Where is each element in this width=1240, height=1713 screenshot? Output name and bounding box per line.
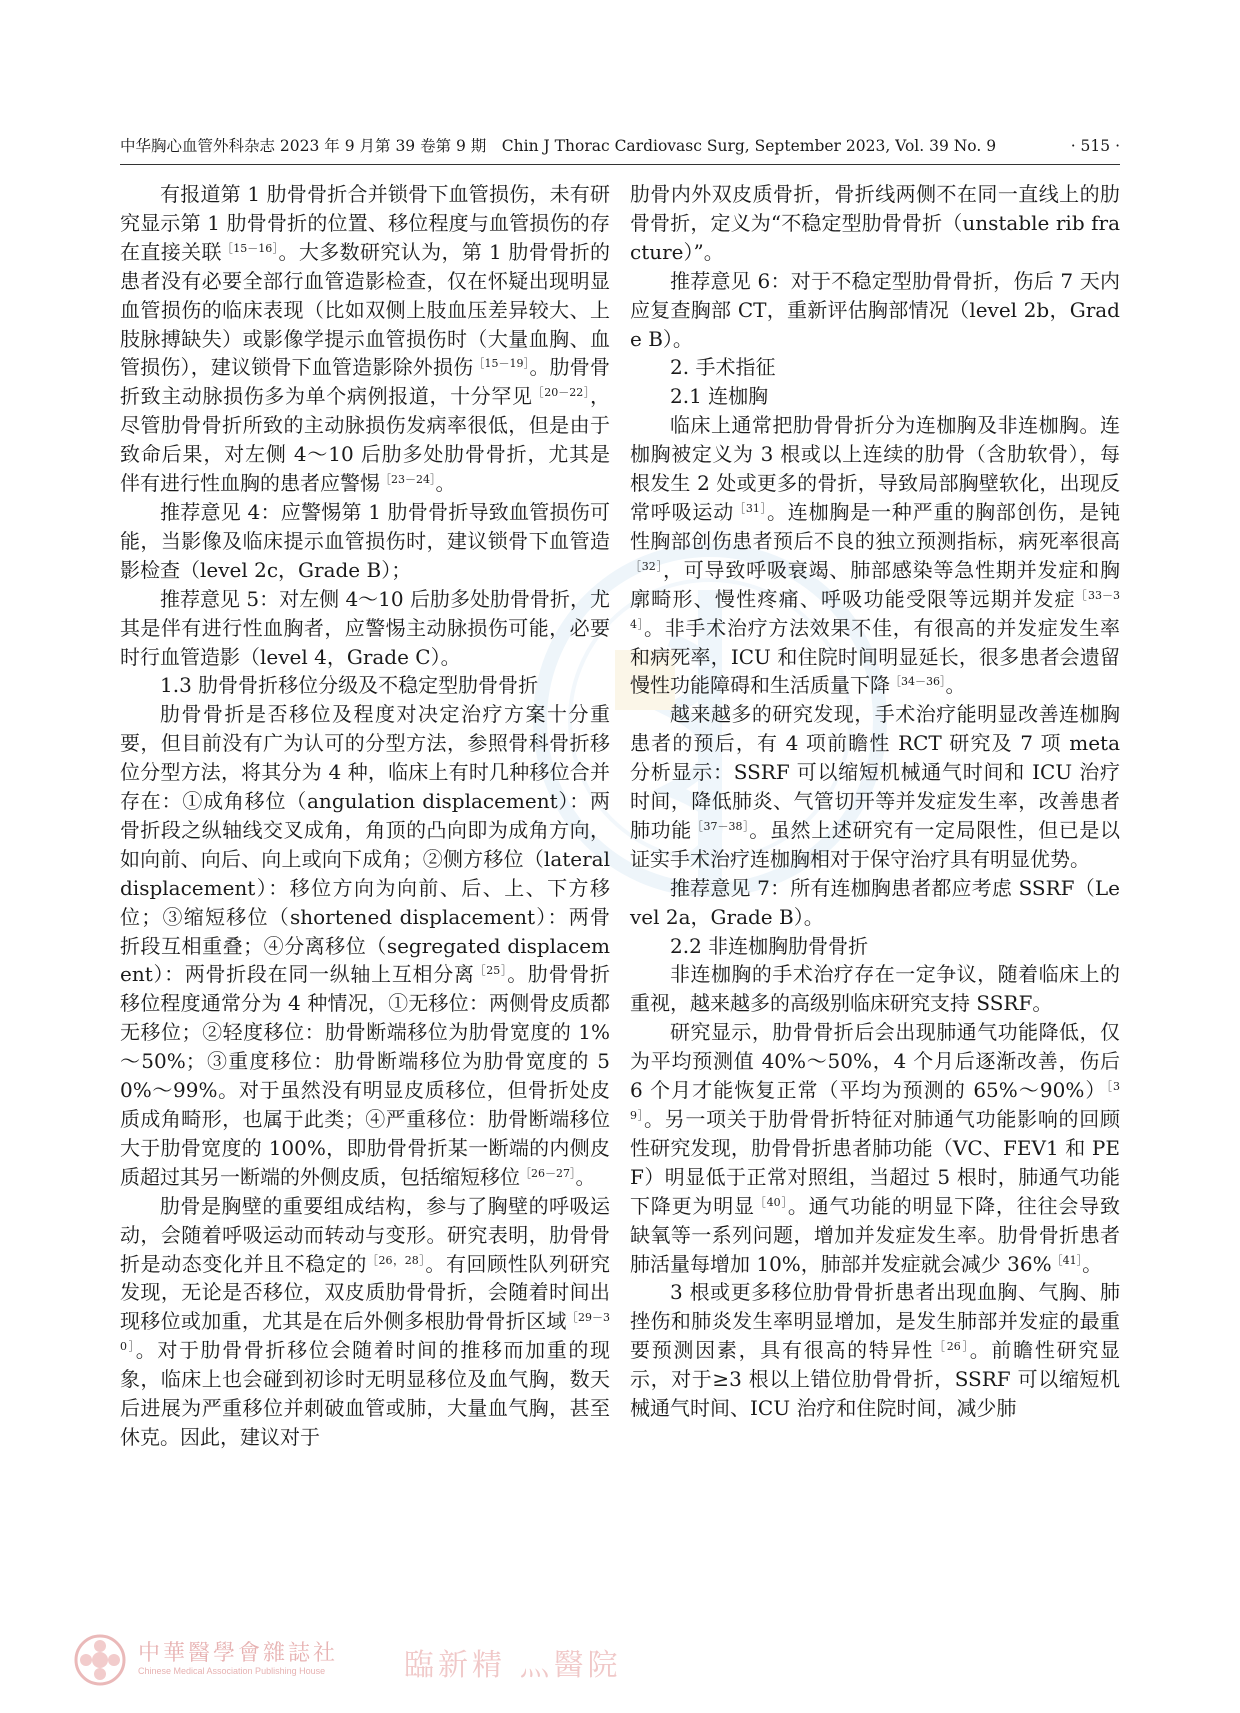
publisher-name-en: Chinese Medical Association Publishing House (138, 1666, 326, 1676)
paragraph: 非连枷胸的手术治疗存在一定争议，随着临床上的重视，越来越多的高级别临床研究支持 SSRF。 (630, 962, 1120, 1016)
recommendation-6: 推荐意见 6：对于不稳定型肋骨骨折，伤后 7 天内应复查胸部 CT，重新评估胸部情况（level 2b，Grade B）。 (630, 268, 1120, 351)
brand-mark: 臨新精 灬醫院 (404, 1648, 622, 1683)
recommendation-7: 推荐意见 7：所有连枷胸患者都应考虑 SSRF（Level 2a，Grade B）。 (630, 875, 1120, 929)
section-heading-2-1: 2.1 连枷胸 (670, 384, 769, 409)
paragraph-continued: 肋骨内外双皮质骨折，骨折线两侧不在同一直线上的肋骨骨折，定义为“不稳定型肋骨骨折（unstable rib fracture）”。 (630, 182, 1120, 264)
section-heading-2: 2. 手术指征 (670, 355, 776, 380)
paragraph: 肋骨是胸壁的重要组成结构，参与了胸壁的呼吸运动，会随着呼吸运动而转动与变形。研究表明，肋骨骨折是动态变化并且不稳定的$^{[26,28]}$。有回顾性队列研究发现，无论是否移位，双皮质肋骨骨折，会随着时间出现移位或加重，尤其是在后外侧多根肋骨骨折区域$^{[29-30]}$。对于肋骨骨折移位会随着时间的推移而加重的现象，临床上也会碰到初诊时无明显移位及血气胸，数天后进展为严重移位并刺破血管或肺，大量血气胸，甚至休克。因此，建议对于 (120, 1193, 611, 1449)
paragraph: 3 根或更多移位肋骨骨折患者出现血胸、气胸、肺挫伤和肺炎发生率明显增加，是发生肺部并发症的最重要预测因素，具有很高的特异性$^{[26]}$。前瞻性研究显示，对于≥3 根以上错位肋骨骨折，SSRF 可以缩短机械通气时间、ICU 治疗和住院时间，减少肺 (630, 1280, 1121, 1421)
section-heading-2-2: 2.2 非连枷胸肋骨骨折 (670, 933, 869, 958)
publisher-watermark (72, 1632, 622, 1688)
left-column (120, 180, 610, 1452)
right-column (630, 180, 1120, 1423)
running-header (120, 134, 1120, 158)
paragraph: 肋骨骨折是否移位及程度对决定治疗方案十分重要，但目前没有广为认可的分型方法，参照骨科骨折移位分型方法，将其分为 4 种，临床上有时几种移位合并存在：①成角移位（angulation displacement）：两骨折段之纵轴线交叉成角，角顶的凸向即为成角方向，如向前、向后、向上或向下成角；②侧方移位（lateral displacement）：移位方向为向前、后、上、下方移位；③缩短移位（shortened displacement）：两骨折段互相重叠；④分离移位（segregated displacement）：两骨折段在同一纵轴上互相分离$^{[25]}$。肋骨骨折移位程度通常分为 4 种情况，①无移位：两侧骨皮质都无移位；②轻度移位：肋骨断端移位为肋骨宽度的 1%～50%；③重度移位：肋骨断端移位为肋骨宽度的 50%～99%。对于虽然没有明显皮质移位，但骨折处皮质成角畸形，也属于此类；④严重移位：肋骨断端移位大于肋骨宽度的 100%，即肋骨骨折某一断端的内侧皮质超过其另一断端的外侧皮质，包括缩短移位$^{[26-27]}$。 (120, 702, 610, 1189)
journal-citation: 中华胸心血管外科杂志 2023 年 9 月第 39 卷第 9 期 Chin J Thorac Cardiovasc Surg, September 2023, Vol. 39 No. 9 (120, 137, 997, 155)
paragraph: 有报道第 1 肋骨骨折合并锁骨下血管损伤，未有研究显示第 1 肋骨骨折的位置、移位程度与血管损伤的存在直接关联$^{[15-16]}$。大多数研究认为，第 1 肋骨骨折的患者没有必要全部行血管造影检查，仅在怀疑出现明显血管损伤的临床表现（比如双侧上肢血压差异较大、上肢脉搏缺失）或影像学提示血管损伤时（大量血胸、血管损伤），建议锁骨下血管造影除外损伤$^{[15-19]}$。肋骨骨折致主动脉损伤多为单个病例报道，十分罕见$^{[20-22]}$，尽管肋骨骨折所致的主动脉损伤发病率很低，但是由于致命后果，对左侧 4～10 后肋多处肋骨骨折，尤其是伴有进行性血胸的患者应警惕$^{[23-24]}$。 (120, 182, 610, 496)
paragraph: 研究显示，肋骨骨折后会出现肺通气功能降低，仅为平均预测值 40%～50%，4 个月后逐渐改善，伤后 6 个月才能恢复正常（平均为预测的 65%～90%）$^{[39]}$。另一项关于肋骨骨折特征对肺通气功能影响的回顾性研究发现，肋骨骨折患者肺功能（VC、FEV1 和 PEF）明显低于正常对照组，当超过 5 根时，肺通气功能下降更为明显$^{[40]}$。通气功能的明显下降，往往会导致缺氧等一系列问题，增加并发症发生率。肋骨骨折患者肺活量每增加 10%，肺部并发症就会减少 36%$^{[41]}$。 (630, 1020, 1121, 1276)
paragraph: 越来越多的研究发现，手术治疗能明显改善连枷胸患者的预后，有 4 项前瞻性 RCT 研究及 7 项 meta 分析显示：SSRF 可以缩短机械通气时间和 ICU 治疗时间，降低肺炎、气管切开等并发症发生率，改善患者肺功能$^{[37-38]}$。虽然上述研究有一定局限性，但已是以证实手术治疗连枷胸相对于保守治疗具有明显优势。 (630, 702, 1121, 871)
page-number: · 515 · (1070, 137, 1120, 155)
section-heading-1-3: 1.3 肋骨骨折移位分级及不稳定型肋骨骨折 (160, 673, 539, 698)
recommendation-5: 推荐意见 5：对左侧 4～10 后肋多处肋骨骨折，尤其是伴有进行性血胸者，应警惕主动脉损伤可能，必要时行血管造影（level 4，Grade C）。 (120, 586, 610, 669)
recommendation-4: 推荐意见 4：应警惕第 1 肋骨骨折导致血管损伤可能，当影像及临床提示血管损伤时，建议锁骨下血管造影检查（level 2c，Grade B）； (120, 499, 610, 582)
publisher-emblem-icon (72, 1632, 128, 1688)
publisher-name-cn: 中華醫學會雜誌社 (138, 1641, 339, 1666)
paragraph: 临床上通常把肋骨骨折分为连枷胸及非连枷胸。连枷胸被定义为 3 根或以上连续的肋骨（含肋软骨），每根发生 2 处或更多的骨折，导致局部胸壁软化，出现反常呼吸运动$^{[31]}$。连枷胸是一种严重的胸部创伤，是钝性胸部创伤患者预后不良的独立预测指标，病死率很高$^{[32]}$，可导致呼吸衰竭、肺部感染等急性期并发症和胸廓畸形、慢性疼痛、呼吸功能受限等远期并发症$^{[33-34]}$。非手术治疗方法效果不佳，有很高的并发症发生率和病死率，ICU 和住院时间明显延长，很多患者会遗留慢性功能障碍和生活质量下降$^{[34-36]}$。 (630, 413, 1121, 698)
header-rule (120, 164, 1120, 165)
